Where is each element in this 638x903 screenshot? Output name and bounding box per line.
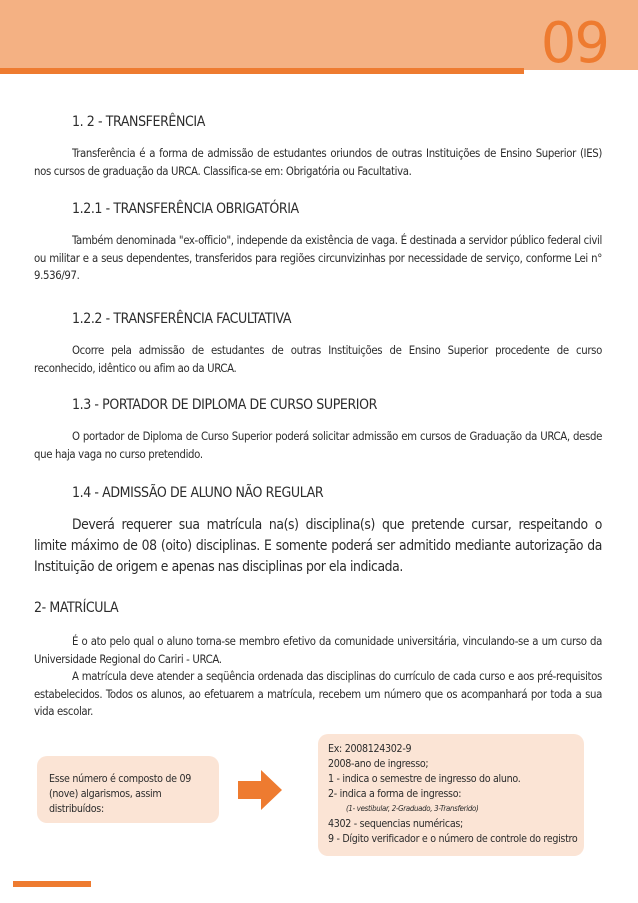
section-body-transferencia-obrigatoria (34, 232, 602, 285)
callout-line-forma: 2- indica a forma de ingresso: (328, 788, 462, 800)
paragraph-text: Transferência é a forma de admissão de estudantes oriundos de outras Instituições de Ensino Superior (IES) nos cursos de graduação da URCA. Classifica-se em: Obrigatória ou Facultativa. (34, 147, 602, 178)
section-heading-transferencia: 1. 2 - TRANSFERÊNCIA (72, 114, 205, 130)
section-body-portador-diploma (34, 428, 602, 463)
page-number: 09 (540, 11, 608, 76)
header-rule (0, 68, 524, 74)
callout-line-digito: 9 - Dígito verificador e o número de controle do registro (328, 833, 578, 845)
section-heading-portador-diploma: 1.3 - PORTADOR DE DIPLOMA DE CURSO SUPERIOR (72, 397, 377, 413)
callout-line-semestre: 1 - indica o semestre de ingresso do aluno. (328, 773, 521, 785)
section-body-aluno-nao-regular (34, 515, 602, 578)
callout-line-example: Ex: 2008124302-9 (328, 743, 412, 755)
callout-line-sequencia: 4302 - sequencias numéricas; (328, 818, 463, 830)
section-heading-transferencia-obrigatoria: 1.2.1 - TRANSFERÊNCIA OBRIGATÓRIA (72, 201, 299, 217)
paragraph-text: O portador de Diploma de Curso Superior poderá solicitar admissão em cursos de Graduação da URCA, desde que haja vaga no curso pretendido. (34, 430, 602, 461)
footer-rule (13, 881, 91, 887)
section-body-transferencia (34, 145, 602, 180)
paragraph-text: Ocorre pela admissão de estudantes de outras Instituições de Ensino Superior procedente de curso reconhecido, idêntico ou afim ao da URCA. (34, 344, 602, 375)
paragraph-text: Deverá requerer sua matrícula na(s) disciplina(s) que pretende cursar, respeitando o limite máximo de 08 (oito) disciplinas. E somente poderá ser admitido mediante autorização da Instituição de origem e apenas nas disciplinas por ela indicada. (34, 517, 602, 575)
callout-box-right (318, 734, 584, 856)
callout-left-text: Esse número é composto de 09 (nove) algarismos, assim distribuídos: (49, 773, 191, 815)
section-body-matricula (34, 633, 602, 721)
arrow-right-icon (238, 770, 282, 810)
section-body-transferencia-facultativa (34, 342, 602, 377)
callout-line-forma-detalhe: (1- vestibular, 2-Graduado, 3-Transferido) (346, 804, 479, 813)
section-heading-transferencia-facultativa: 1.2.2 - TRANSFERÊNCIA FACULTATIVA (72, 311, 292, 327)
section-heading-matricula: 2- MATRÍCULA (34, 600, 119, 616)
paragraph-text: Também denominada "ex-officio", independe da existência de vaga. É destinada a servidor público federal civil ou militar e a seus dependentes, transferidos para regiões circunvizinhas por necessidade de serviço, conforme Lei n° 9.536/97. (34, 234, 602, 282)
paragraph-text: A matrícula deve atender a seqüência ordenada das disciplinas do currículo de cada curso e aos pré-requisitos estabelecidos. Todos os alunos, ao efetuarem a matrícula, recebem um número que os acompanhará por toda a sua vida escolar. (34, 670, 602, 718)
section-heading-aluno-nao-regular: 1.4 - ADMISSÃO DE ALUNO NÃO REGULAR (72, 485, 324, 501)
callout-line-ano: 2008-ano de ingresso; (328, 758, 429, 770)
callout-box-left (37, 756, 219, 823)
paragraph-text: É o ato pelo qual o aluno torna-se membro efetivo da comunidade universitária, vinculando-se a um curso da Universidade Regional do Cariri - URCA. (34, 635, 602, 666)
